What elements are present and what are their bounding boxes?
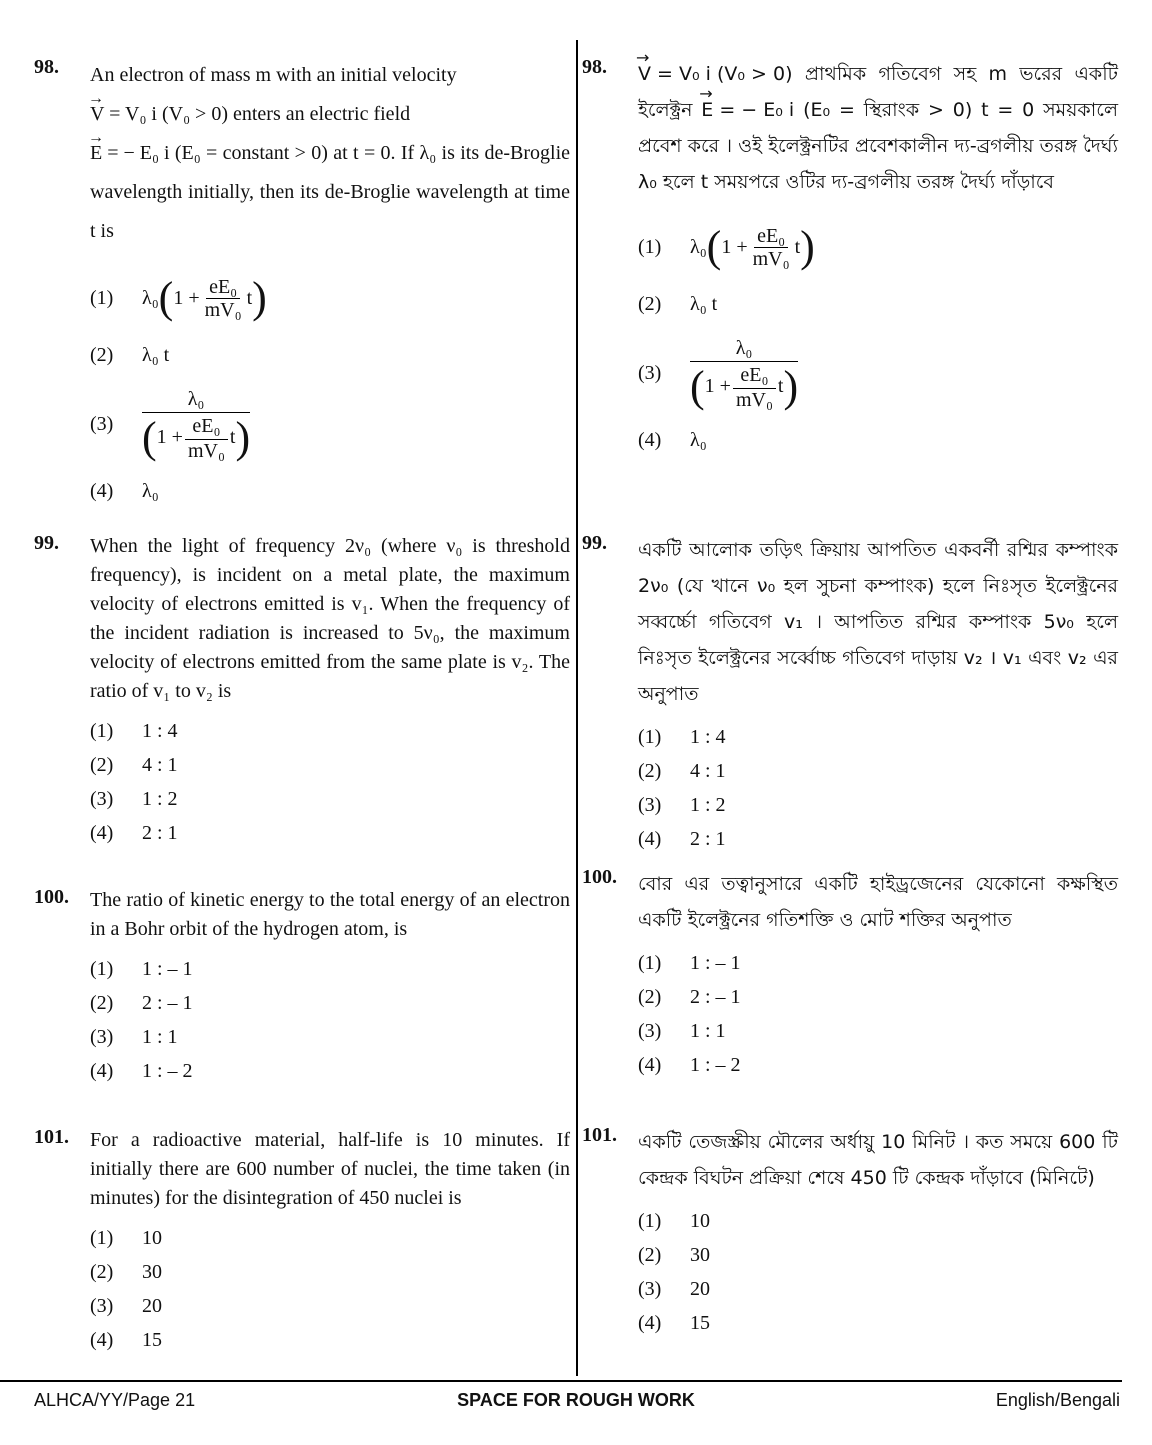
option-3: (3) 20 (90, 1294, 162, 1317)
options (90, 1221, 570, 1357)
option-4: (4) 1 : – 2 (90, 1059, 193, 1082)
option-1: (1) λ₀ ( 1 + $\frac{\text{eE₀}}{\text{mV₀}}$ t ) (90, 273, 267, 322)
question-98-bn (582, 56, 1118, 462)
question-99-en (34, 532, 570, 850)
option-1: (1) 1 : – 1 (638, 951, 741, 974)
option-2: (2) 2 : – 1 (638, 985, 741, 1008)
options (638, 720, 1118, 856)
options (638, 1204, 1118, 1340)
rough-work-label: SPACE FOR ROUGH WORK (457, 1390, 695, 1410)
velocity-expression: → V = V₀ i (90, 103, 157, 125)
field-expression: → E = − E₀ i (90, 142, 170, 164)
question-101-en (34, 1126, 570, 1357)
question-number: 98. (582, 56, 607, 78)
option-4: (4) 15 (90, 1328, 162, 1351)
question-number: 100. (582, 866, 617, 888)
question-text: একটি আলোক তড়িৎ ক্রিয়ায় আপতিত একবর্নী রশ্মির কম্পাংক 2ν₀ (যে খানে ν₀ হল সুচনা কম্পাংক) হলে নিঃসৃত ইলেক্ট্রনের সব্বর্চ্চো গতিবেগ v₁ । আপতিত রশ্মির কম্পাংক 5ν₀ হলে নিঃসৃত ইলেক্ট্রনের সর্ব্বোচ্চ গতিবেগ দাড়ায় v₂ । v₁ এবং v₂ এর অনুপাত (638, 539, 1118, 705)
option-1: (1) 10 (90, 1226, 162, 1249)
question-101-bn (582, 1124, 1118, 1340)
option-2: (2) 4 : 1 (638, 759, 726, 782)
fraction: λ₀ ( 1 + $\frac{\text{eE₀}}{\text{mV₀}}$ t ) (142, 388, 251, 462)
option-3: (3) 1 : 2 (90, 787, 178, 810)
question-text: For a radioactive material, half-life is 10 minutes. If initially there are 600 number of nuclei, the time taken (in minutes) for the disintegration of 450 nuclei is (90, 1129, 570, 1209)
option-4: (4) 2 : 1 (90, 821, 178, 844)
options (90, 952, 570, 1088)
question-number: 101. (582, 1124, 617, 1146)
options (90, 714, 570, 850)
option-2: (2) 2 : – 1 (90, 991, 193, 1014)
option-1: (1) λ₀ ( 1 + $\frac{\text{eE₀}}{\text{mV₀}}$ t ) (638, 222, 815, 271)
option-2: (2) 30 (90, 1260, 162, 1283)
question-number: 100. (34, 886, 69, 908)
options (638, 214, 1118, 462)
question-number: 99. (34, 532, 59, 554)
language-label: English/Bengali (995, 1390, 1120, 1410)
option-2: (2) λ₀ t (638, 292, 718, 315)
option-1: (1) 1 : – 1 (90, 957, 193, 980)
option-4: (4) 1 : – 2 (638, 1053, 741, 1076)
question-text: When the light of frequency 2ν₀ (where ν₀ is threshold frequency), is incident on a metal plate, the maximum velocity of electrons emitted is v₁. When the frequency of the incident radiation is increased to 5ν₀, the maximum velocity of electrons emitted from the same plate is v₂. The ratio of v₁ to v₂ is (90, 535, 570, 702)
option-4: (4) 15 (638, 1311, 710, 1334)
option-3: (3) 1 : 1 (90, 1025, 178, 1048)
question-number: 101. (34, 1126, 69, 1148)
question-text: An electron of mass m with an initial velocity → V = V₀ i (V₀ > 0) enters an electric field → E = − E₀ i (E₀ = constant > 0) at t = 0. If λ₀ is its de-Broglie wavelength initially, then its de-Broglie wavelength at time t is (90, 56, 570, 251)
page-label: ALHCA/YY/Page 21 (34, 1390, 196, 1410)
option-2: (2) 30 (638, 1243, 710, 1266)
footer-divider (0, 1380, 1122, 1382)
column-divider (576, 40, 578, 1376)
option-2: (2) λ₀ t (90, 343, 170, 366)
question-number: 99. (582, 532, 607, 554)
question-text: বোর এর তত্বানুসারে একটি হাইড্রজেনের যেকোনো কক্ষস্থিত একটি ইলেক্ট্রনের গতিশক্তি ও মোট শক্তির অনুপাত (638, 873, 1118, 931)
option-3: (3) λ₀ ( 1 + $\frac{\text{eE₀}}{\text{mV₀}}$ t ) (90, 388, 251, 462)
option-3: (3) λ₀ ( 1 + $\frac{\text{eE₀}}{\text{mV₀}}$ t ) (638, 337, 799, 411)
option-1: (1) 1 : 4 (638, 725, 726, 748)
options (90, 265, 570, 513)
options (638, 946, 1118, 1082)
question-100-bn (582, 866, 1118, 1082)
question-100-en (34, 886, 570, 1088)
question-text: → V = V₀ i (V₀ > 0) প্রাথমিক গতিবেগ সহ m ভরের একটি ইলেক্ট্রন → E = − E₀ i (E₀ = স্থিরাংক > 0) t = 0 সময়কালে প্রবেশ করে । ওই ইলেক্ট্রনটির প্রবেশকালীন দ্য-ব্রগলীয় তরঙ্গ দৈর্ঘ্য λ₀ হলে t সময়পরে ওটির দ্য-ব্রগলীয় তরঙ্গ দৈর্ঘ্য দাঁড়াবে (638, 56, 1118, 200)
question-number: 98. (34, 56, 59, 78)
fraction: $\frac{\text{eE₀}}{\text{mV₀}}$ (204, 275, 242, 321)
option-2: (2) 4 : 1 (90, 753, 178, 776)
option-3: (3) 1 : 2 (638, 793, 726, 816)
option-4: (4) λ₀ (90, 479, 159, 502)
option-1: (1) 10 (638, 1209, 710, 1232)
option-4: (4) 2 : 1 (638, 827, 726, 850)
option-3: (3) 1 : 1 (638, 1019, 726, 1042)
option-1: (1) 1 : 4 (90, 719, 178, 742)
question-98-en (34, 56, 570, 513)
question-text: The ratio of kinetic energy to the total energy of an electron in a Bohr orbit of the hydrogen atom, is (90, 889, 570, 940)
option-4: (4) λ₀ (638, 428, 707, 451)
option-3: (3) 20 (638, 1277, 710, 1300)
question-99-bn (582, 532, 1118, 856)
question-text: একটি তেজস্ক্রীয় মৌলের অর্ধায়ু 10 মিনিট । কত সময়ে 600 টি কেন্দ্রক বিঘটন প্রক্রিয়া শেষে 450 টি কেন্দ্রক দাঁড়াবে (মিনিটে) (638, 1131, 1118, 1189)
